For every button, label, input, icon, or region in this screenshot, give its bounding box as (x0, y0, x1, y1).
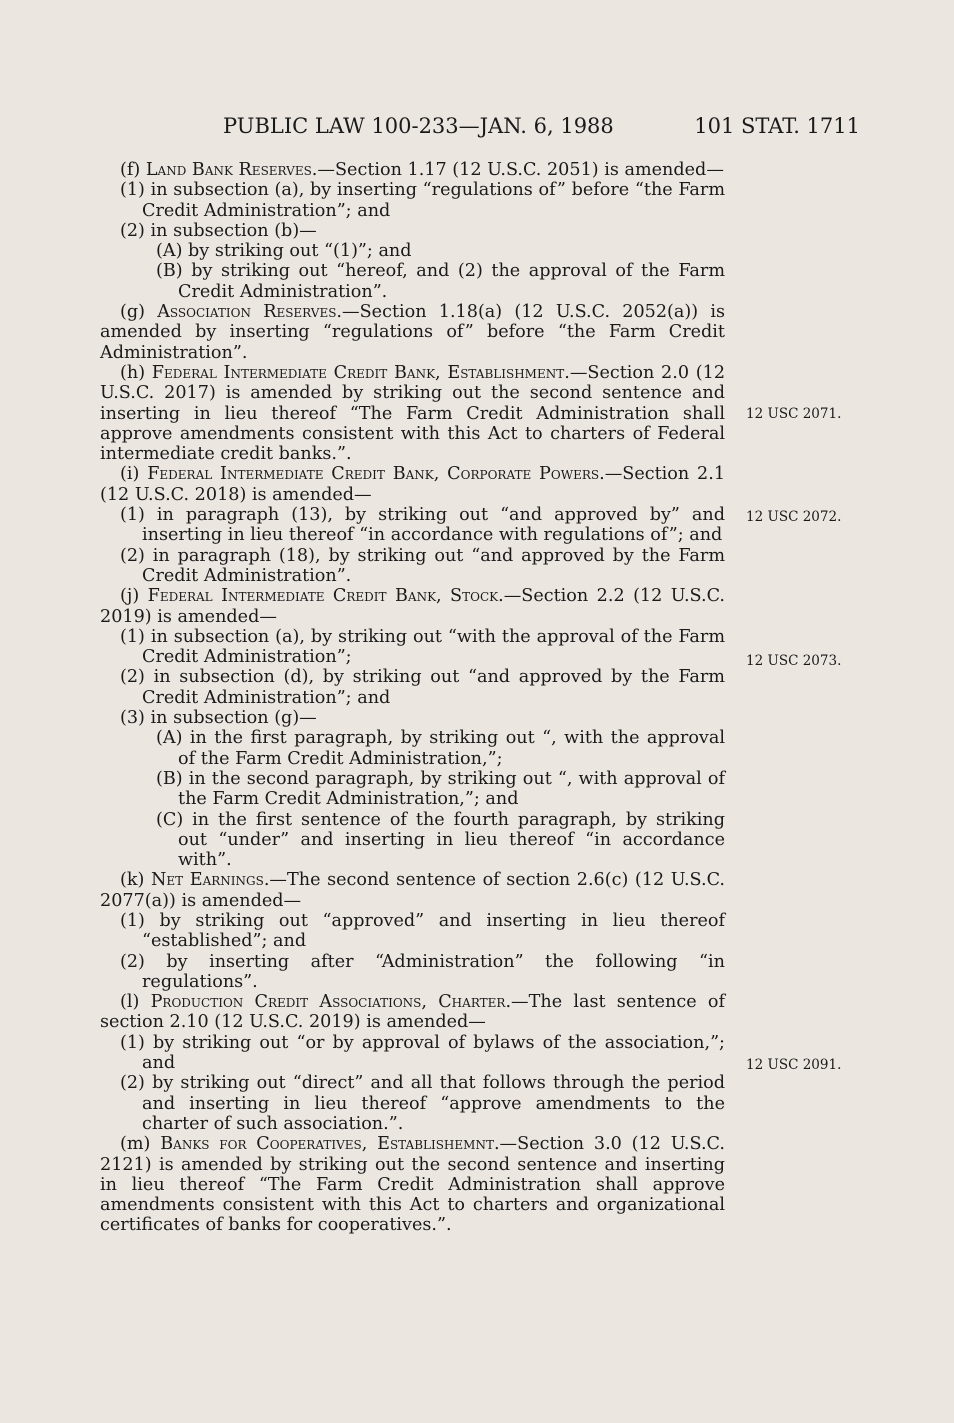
paragraph-text: (1) by striking out “or by approval of bylaws of the association,”; and (120, 1032, 725, 1074)
paragraph-text: (2) in subsection (d), by striking out “and approved by the Farm Credit Administration”; and (120, 667, 725, 708)
paragraph-text: (B) by striking out “hereof, and (2) the approval of the Farm Credit Administration”. (156, 261, 725, 302)
paragraph-text: (1) in subsection (a), by striking out “with the approval of the Farm Credit Administration”; (120, 626, 725, 668)
paragraph (100, 708, 725, 728)
paragraph-text: (1) by striking out “approved” and inserting in lieu thereof “established”; and (120, 910, 725, 952)
paragraph-text: —Section 2.2 (12 U.S.C. 2019) is amended— (100, 586, 726, 627)
paragraph (100, 586, 725, 627)
paragraph-text: —The second sentence of section 2.6(c) (12 U.S.C. 2077(a)) is amended— (100, 870, 726, 911)
paragraph-text: —Section 1.18(a) (12 U.S.C. 2052(a)) is amended by inserting “regulations of” before “the Farm Credit Administration”. (100, 302, 725, 363)
paragraph-text: —Section 2.1 (12 U.S.C. 2018) is amended— (100, 464, 726, 505)
paragraph-text: (C) in the first sentence of the fourth paragraph, by striking out “under” and inserting in lieu thereof “in accordance with”. (156, 809, 725, 871)
page-header (100, 114, 860, 144)
section-heading: Land Bank Reserves. (145, 160, 318, 180)
paragraph (100, 870, 725, 911)
paragraph-label: (h) (120, 362, 152, 383)
paragraph-label: (m) (120, 1134, 161, 1155)
paragraph (100, 810, 725, 871)
paragraph (100, 261, 725, 302)
section-heading: Banks for Cooperatives, Establishemnt. (160, 1134, 500, 1155)
paragraph-text: (2) in subsection (b)— (120, 220, 317, 241)
section-heading: Association Reserves. (157, 302, 343, 323)
paragraph-text: (2) by inserting after “Administration” the following “in regulations”. (120, 951, 725, 992)
margin-note: 12 USC 2071. (746, 406, 842, 422)
section-heading: Production Credit Associations, Charter. (150, 992, 512, 1013)
paragraph (100, 241, 725, 261)
paragraph-text: (1) in subsection (a), by inserting “regulations of” before “the Farm Credit Administration”; and (120, 180, 725, 221)
margin-note: 12 USC 2073. (746, 653, 842, 669)
paragraph (100, 221, 725, 241)
paragraph-label: (k) (120, 870, 151, 891)
paragraph-text: (A) by striking out “(1)”; and (156, 241, 412, 262)
paragraph-text: —Section 1.17 (12 U.S.C. 2051) is amended— (317, 160, 724, 180)
section-heading: Federal Intermediate Credit Bank, Corporate Powers. (147, 464, 605, 485)
section-heading: Federal Intermediate Credit Bank, Stock. (147, 586, 504, 607)
paragraph-text: (B) in the second paragraph, by striking out “, with approval of the Farm Credit Administration,”; and (156, 768, 725, 810)
paragraph (100, 160, 725, 180)
paragraph-text: —The last sentence of section 2.10 (12 U.S.C. 2019) is amended— (100, 992, 725, 1033)
paragraph (100, 180, 725, 221)
paragraph (100, 627, 725, 668)
paragraph-label: (g) (120, 302, 158, 323)
section-heading: Federal Intermediate Credit Bank, Establishment. (151, 362, 570, 383)
paragraph-text: (3) in subsection (g)— (120, 708, 317, 729)
paragraph (100, 952, 725, 993)
paragraph (100, 1134, 725, 1235)
paragraph-text: (1) in paragraph (13), by striking out “and approved by” and inserting in lieu thereof “in accordance with regulations of”; and (120, 505, 725, 546)
paragraph-text: (2) by striking out “direct” and all that follows through the period and inserting in lieu thereof “approve amendments to the charter of such association.”. (120, 1073, 725, 1134)
paragraph-text: (A) in the first paragraph, by striking out “, with the approval of the Farm Credit Administration,”; (156, 728, 725, 769)
document-body (100, 160, 725, 1236)
margin-note: 12 USC 2072. (746, 509, 842, 525)
paragraph (100, 505, 725, 546)
paragraph (100, 464, 725, 505)
paragraph (100, 363, 725, 464)
paragraph (100, 769, 725, 810)
paragraph-label: (i) (120, 464, 148, 485)
header-title: PUBLIC LAW 100-233—JAN. 6, 1988 (223, 114, 614, 138)
paragraph-text: —Section 3.0 (12 U.S.C. 2121) is amended by striking out the second sentence and inserting in lieu thereof “The Farm Credit Administration shall approve amendments consistent with this Act to charters and organizational certificates of banks for cooperatives.”. (100, 1134, 725, 1236)
paragraph (100, 546, 725, 587)
margin-note: 12 USC 2091. (746, 1057, 842, 1073)
paragraph (100, 728, 725, 769)
paragraph-label: (j) (120, 586, 148, 607)
paragraph-text: —Section 2.0 (12 U.S.C. 2017) is amended by striking out the second sentence and inserting in lieu thereof “The Farm Credit Administration shall approve amendments consistent with this Act to charters of Federal intermediate credit banks.”. (100, 362, 726, 465)
paragraph (100, 1073, 725, 1134)
paragraph-label: (f) (120, 160, 146, 180)
paragraph (100, 302, 725, 363)
paragraph (100, 911, 725, 952)
paragraph (100, 992, 725, 1033)
paragraph (100, 1033, 725, 1074)
header-stat-citation: 101 STAT. 1711 (694, 114, 860, 138)
section-heading: Net Earnings. (150, 870, 270, 891)
paragraph-label: (l) (120, 992, 151, 1013)
paragraph-text: (2) in paragraph (18), by striking out “and approved by the Farm Credit Administration”. (120, 545, 725, 586)
paragraph (100, 667, 725, 708)
